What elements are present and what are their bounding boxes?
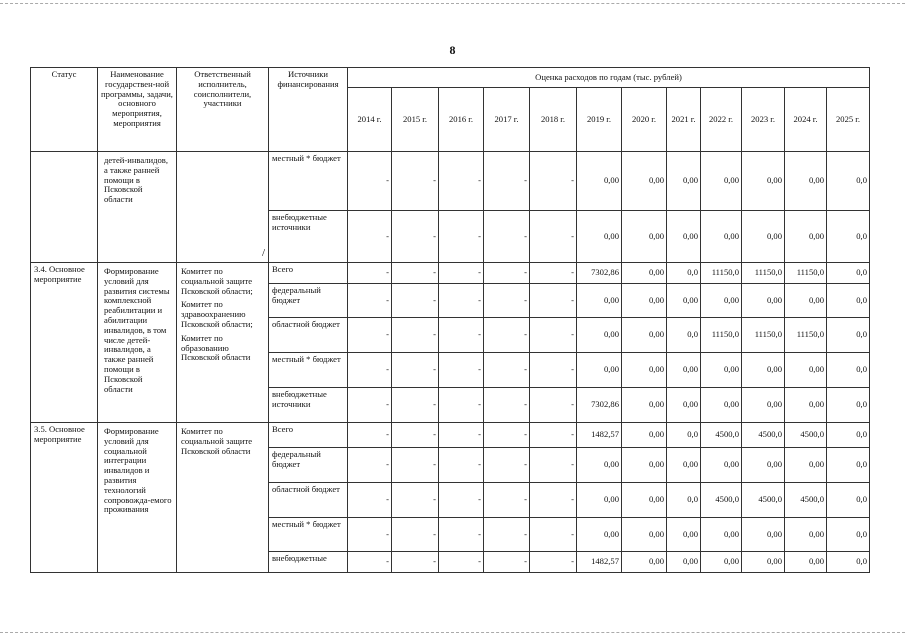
responsible-entry: Комитет по социальной защите Псковской области	[181, 426, 253, 456]
responsible-cell	[177, 263, 269, 423]
amount-cell: -	[439, 388, 484, 423]
amount-cell: 0,00	[742, 284, 785, 318]
amount-cell: 0,00	[577, 152, 622, 211]
amount-cell: -	[392, 211, 439, 263]
amount-cell: 0,00	[622, 448, 667, 483]
funding-source-cell: местный * бюджет	[269, 518, 348, 552]
amount-cell: 0,0	[827, 483, 870, 518]
amount-cell: 0,0	[827, 552, 870, 573]
funding-source-cell: внебюджетные источники	[269, 211, 348, 263]
amount-cell: -	[530, 518, 577, 552]
amount-cell: -	[530, 152, 577, 211]
amount-cell: 0,00	[701, 353, 742, 388]
amount-cell: 4500,0	[701, 483, 742, 518]
amount-cell: -	[439, 284, 484, 318]
year-header: 2025 г.	[827, 88, 870, 152]
amount-cell: 0,00	[577, 483, 622, 518]
amount-cell: 0,00	[622, 263, 667, 284]
funding-source-cell: областной бюджет	[269, 483, 348, 518]
amount-cell: -	[530, 423, 577, 448]
amount-cell: -	[348, 318, 392, 353]
funding-source-cell: местный * бюджет	[269, 353, 348, 388]
header-responsible: Ответственный исполнитель, соисполнители, участники	[177, 68, 269, 152]
header-status: Статус	[31, 68, 98, 152]
amount-cell: 0,00	[742, 518, 785, 552]
amount-cell: 0,0	[827, 284, 870, 318]
amount-cell: -	[348, 518, 392, 552]
amount-cell: 0,00	[701, 552, 742, 573]
funding-source-cell: внебюджетные источники	[269, 388, 348, 423]
amount-cell: -	[530, 388, 577, 423]
amount-cell: 11150,0	[742, 263, 785, 284]
amount-cell: 11150,0	[701, 318, 742, 353]
amount-cell: 0,00	[785, 388, 827, 423]
year-header: 2019 г.	[577, 88, 622, 152]
table-header	[31, 68, 870, 152]
amount-cell: -	[392, 518, 439, 552]
amount-cell: 7302,86	[577, 263, 622, 284]
year-header: 2020 г.	[622, 88, 667, 152]
amount-cell: 0,00	[742, 552, 785, 573]
amount-cell: 0,00	[785, 448, 827, 483]
amount-cell: 0,0	[667, 483, 701, 518]
amount-cell: 0,00	[622, 552, 667, 573]
amount-cell: -	[484, 263, 530, 284]
header-sources: Источники финансирования	[269, 68, 348, 152]
amount-cell: -	[530, 552, 577, 573]
amount-cell: -	[392, 448, 439, 483]
amount-cell: -	[348, 152, 392, 211]
amount-cell: 0,00	[701, 211, 742, 263]
table-row	[31, 263, 870, 284]
amount-cell: -	[484, 388, 530, 423]
year-header: 2017 г.	[484, 88, 530, 152]
amount-cell: -	[530, 211, 577, 263]
page-number: 8	[449, 43, 456, 57]
responsible-cell	[177, 423, 269, 573]
amount-cell: 0,00	[622, 284, 667, 318]
amount-cell: 0,00	[785, 552, 827, 573]
amount-cell: 0,00	[577, 318, 622, 353]
amount-cell: 0,00	[785, 284, 827, 318]
amount-cell: 0,00	[667, 152, 701, 211]
year-header: 2016 г.	[439, 88, 484, 152]
amount-cell: 11150,0	[742, 318, 785, 353]
amount-cell: -	[348, 284, 392, 318]
amount-cell: 0,0	[827, 353, 870, 388]
amount-cell: -	[484, 152, 530, 211]
amount-cell: -	[530, 448, 577, 483]
amount-cell: 0,00	[577, 353, 622, 388]
funding-source-cell: Всего	[269, 423, 348, 448]
amount-cell: -	[439, 483, 484, 518]
amount-cell: 0,00	[667, 518, 701, 552]
year-header: 2018 г.	[530, 88, 577, 152]
amount-cell: 0,00	[622, 518, 667, 552]
status-cell	[31, 152, 98, 263]
amount-cell: -	[439, 518, 484, 552]
amount-cell: 0,0	[827, 211, 870, 263]
amount-cell: -	[484, 318, 530, 353]
amount-cell: -	[392, 284, 439, 318]
table-body	[31, 152, 870, 573]
amount-cell: -	[484, 518, 530, 552]
amount-cell: -	[348, 552, 392, 573]
amount-cell: -	[484, 483, 530, 518]
year-header: 2023 г.	[742, 88, 785, 152]
amount-cell: 0,00	[785, 353, 827, 388]
amount-cell: 4500,0	[742, 423, 785, 448]
funding-source-cell: федеральный бюджет	[269, 284, 348, 318]
amount-cell: -	[484, 284, 530, 318]
amount-cell: 0,00	[742, 448, 785, 483]
measure-name-cell: детей-инвалидов, а также ранней помощи в Псковской области	[98, 152, 177, 263]
amount-cell: 1482,57	[577, 423, 622, 448]
amount-cell: -	[392, 483, 439, 518]
amount-cell: 0,00	[701, 152, 742, 211]
amount-cell: 0,00	[667, 448, 701, 483]
amount-cell: -	[484, 211, 530, 263]
amount-cell: 0,00	[667, 552, 701, 573]
amount-cell: -	[348, 448, 392, 483]
amount-cell: 0,00	[577, 448, 622, 483]
amount-cell: -	[392, 263, 439, 284]
amount-cell: 0,00	[785, 518, 827, 552]
amount-cell: 0,0	[667, 318, 701, 353]
amount-cell: -	[439, 423, 484, 448]
amount-cell: -	[439, 353, 484, 388]
handwritten-mark: /	[261, 247, 265, 260]
amount-cell: 11150,0	[785, 318, 827, 353]
amount-cell: 11150,0	[701, 263, 742, 284]
amount-cell: -	[392, 388, 439, 423]
amount-cell: -	[348, 353, 392, 388]
amount-cell: 4500,0	[785, 423, 827, 448]
amount-cell: 0,00	[622, 211, 667, 263]
amount-cell: 0,0	[827, 423, 870, 448]
amount-cell: 0,00	[742, 152, 785, 211]
amount-cell: -	[392, 552, 439, 573]
funding-source-cell: областной бюджет	[269, 318, 348, 353]
amount-cell: -	[530, 318, 577, 353]
funding-source-cell: Всего	[269, 263, 348, 284]
amount-cell: 0,00	[577, 518, 622, 552]
amount-cell: 0,00	[701, 388, 742, 423]
funding-source-cell: внебюджетные	[269, 552, 348, 573]
bottom-page-edge	[0, 632, 905, 633]
responsible-cell	[177, 152, 269, 263]
amount-cell: -	[439, 318, 484, 353]
funding-source-cell: федеральный бюджет	[269, 448, 348, 483]
amount-cell: 0,00	[667, 388, 701, 423]
amount-cell: -	[348, 423, 392, 448]
amount-cell: 11150,0	[785, 263, 827, 284]
amount-cell: 0,00	[701, 284, 742, 318]
measure-name-cell: Формирование условий для развития системы комплексной реабилитации и абилитации инвалидов, в том числе детей-инвалидов, а также ранней помощи в Псковской области	[98, 263, 177, 423]
amount-cell: 0,0	[667, 423, 701, 448]
year-header: 2015 г.	[392, 88, 439, 152]
status-cell: 3.4. Основное мероприятие	[31, 263, 98, 423]
amount-cell: -	[439, 448, 484, 483]
amount-cell: -	[439, 552, 484, 573]
amount-cell: 0,00	[622, 152, 667, 211]
amount-cell: 4500,0	[742, 483, 785, 518]
funding-source-cell: местный * бюджет	[269, 152, 348, 211]
amount-cell: 0,00	[742, 211, 785, 263]
top-page-edge	[0, 3, 905, 4]
amount-cell: -	[484, 353, 530, 388]
responsible-entry: Комитет по социальной защите Псковской области;	[181, 266, 253, 296]
amount-cell: 0,0	[667, 263, 701, 284]
year-header: 2022 г.	[701, 88, 742, 152]
year-header: 2021 г.	[667, 88, 701, 152]
amount-cell: 0,0	[827, 318, 870, 353]
amount-cell: -	[484, 552, 530, 573]
responsible-entry: Комитет по здравоохранению Псковской области;	[181, 299, 253, 329]
amount-cell: 0,00	[742, 388, 785, 423]
amount-cell: -	[392, 423, 439, 448]
amount-cell: 4500,0	[785, 483, 827, 518]
header-estimate: Оценка расходов по годам (тыс. рублей)	[348, 68, 870, 88]
amount-cell: -	[530, 353, 577, 388]
amount-cell: 1482,57	[577, 552, 622, 573]
amount-cell: 0,0	[827, 263, 870, 284]
amount-cell: -	[348, 483, 392, 518]
table-row	[31, 423, 870, 448]
amount-cell: 0,00	[701, 448, 742, 483]
amount-cell: -	[439, 152, 484, 211]
status-cell: 3.5. Основное мероприятие	[31, 423, 98, 573]
amount-cell: 0,0	[827, 388, 870, 423]
amount-cell: -	[530, 263, 577, 284]
amount-cell: -	[484, 423, 530, 448]
amount-cell: 0,00	[622, 318, 667, 353]
table-row	[31, 152, 870, 211]
amount-cell: -	[484, 448, 530, 483]
amount-cell: 0,00	[667, 211, 701, 263]
amount-cell: 7302,86	[577, 388, 622, 423]
amount-cell: 0,00	[701, 518, 742, 552]
measure-name-cell: Формирование условий для социальной интеграции инвалидов и развития технологий сопровожда-емого проживания	[98, 423, 177, 573]
header-name: Наименование государствен-ной программы, задачи, основного мероприятия, мероприятия	[98, 68, 177, 152]
amount-cell: -	[392, 152, 439, 211]
amount-cell: 0,00	[622, 353, 667, 388]
amount-cell: 0,00	[667, 284, 701, 318]
amount-cell: -	[348, 211, 392, 263]
amount-cell: 0,00	[785, 211, 827, 263]
year-header: 2024 г.	[785, 88, 827, 152]
amount-cell: -	[439, 211, 484, 263]
amount-cell: -	[392, 353, 439, 388]
responsible-entry: Комитет по образованию Псковской области	[181, 332, 251, 363]
expenses-table	[30, 67, 870, 573]
amount-cell: 0,00	[577, 284, 622, 318]
amount-cell: 0,00	[622, 423, 667, 448]
amount-cell: 0,00	[622, 388, 667, 423]
amount-cell: -	[348, 263, 392, 284]
amount-cell: 0,00	[577, 211, 622, 263]
amount-cell: 0,00	[785, 152, 827, 211]
amount-cell: -	[530, 483, 577, 518]
amount-cell: 0,0	[827, 152, 870, 211]
amount-cell: -	[348, 388, 392, 423]
amount-cell: 4500,0	[701, 423, 742, 448]
amount-cell: 0,00	[622, 483, 667, 518]
amount-cell: 0,0	[827, 448, 870, 483]
amount-cell: -	[392, 318, 439, 353]
amount-cell: 0,0	[827, 518, 870, 552]
amount-cell: 0,00	[742, 353, 785, 388]
year-header: 2014 г.	[348, 88, 392, 152]
amount-cell: -	[439, 263, 484, 284]
amount-cell: -	[530, 284, 577, 318]
amount-cell: 0,00	[667, 353, 701, 388]
